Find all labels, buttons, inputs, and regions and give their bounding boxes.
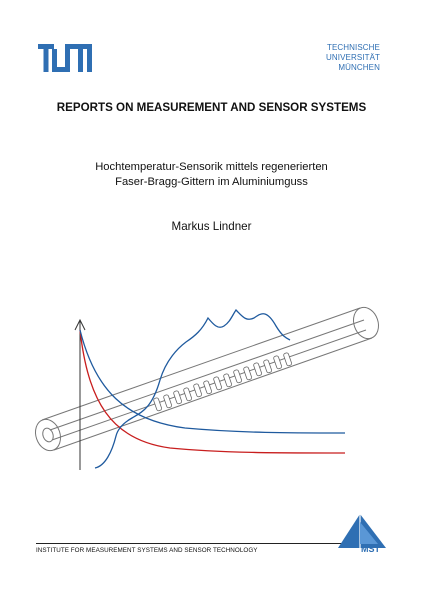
university-name <box>290 43 380 73</box>
book-title-line-2: Faser-Bragg-Gittern im Aluminiumguss <box>115 176 308 188</box>
university-line-3: MÜNCHEN <box>338 63 380 72</box>
tum-logo <box>38 44 92 72</box>
blue-spectrum-curve <box>95 310 290 468</box>
footer-divider <box>36 543 356 544</box>
cover-illustration <box>20 290 400 475</box>
university-line-1: TECHNISCHE <box>326 43 380 52</box>
fiber-tube-outer <box>42 308 360 420</box>
mst-label: MST <box>361 544 380 554</box>
book-title <box>0 160 423 190</box>
red-decay-curve <box>80 330 345 453</box>
author-name: Markus Lindner <box>171 220 252 233</box>
bragg-gratings <box>153 352 292 411</box>
university-line-2: UNIVERSITÄT <box>326 53 380 62</box>
blue-decay-curve <box>80 330 345 433</box>
series-title: REPORTS ON MEASUREMENT AND SENSOR SYSTEMS <box>56 101 367 114</box>
institute-name: INSTITUTE FOR MEASUREMENT SYSTEMS AND SENSOR TECHNOLOGY <box>36 547 258 554</box>
book-title-line-1: Hochtemperatur-Sensorik mittels regenerierten <box>95 161 328 173</box>
